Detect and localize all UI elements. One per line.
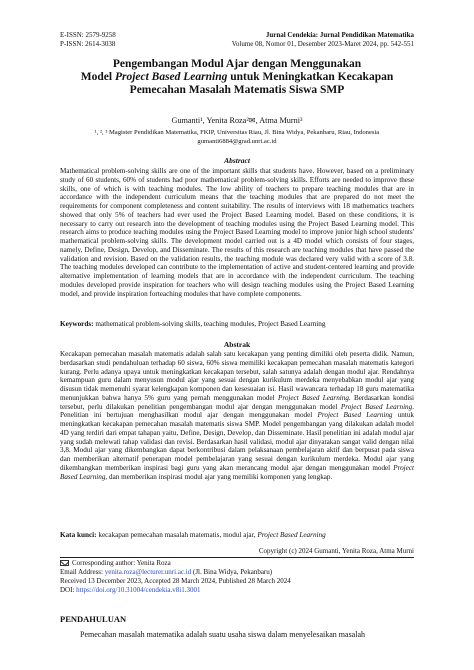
title-line-1: Pengembangan Modul Ajar dengan Menggunakan — [112, 58, 362, 70]
correspondence-block — [60, 559, 414, 595]
journal-volume: Volume 08, Nomor 01, Desember 2023-Maret 2024, pp. 542-551 — [231, 40, 414, 48]
intro-paragraph: Pemecahan masalah matematika adalah suatu usaha siswa dalam menyelesaikan masalah — [80, 630, 365, 639]
journal-block — [232, 31, 414, 49]
affiliation-email: gumanti6884@grad.unri.ac.id — [197, 137, 277, 145]
affiliation: ¹, ², ³ Magister Pendidikan Matematika, FKIP, Universitas Riau, Jl. Bina Widya, Pekanbaru, Riau, Indonesia — [94, 129, 380, 136]
kata-kunci-label: Kata kunci: — [60, 531, 97, 539]
abstract-heading: Abstract — [224, 156, 250, 165]
copyright-line: Copyright (c) 2024 Gumanti, Yenita Roza, Atma Murni — [258, 547, 414, 555]
kata-kunci — [60, 531, 414, 540]
correspondence-email: Email Address: yenita.roza@lecturer.unri.ac.id (Jl. Bina Widya, Pekanbaru) — [60, 568, 273, 576]
correspondence-author: Corresponding author: Yenita Roza — [60, 559, 414, 568]
doi-line: DOI: https://doi.org/10.31004/cendekia.v8i1.3001 — [60, 586, 201, 594]
email-link[interactable]: yenita.roza@lecturer.unri.ac.id — [104, 568, 192, 576]
title-line-2: Model Project Based Learning untuk Meningkatkan Kecakapan — [80, 71, 394, 83]
kata-kunci-value: kecakapan pemecahan masalah matematis, modul ajar, Project Based Learning — [96, 531, 326, 539]
issn-block — [60, 31, 116, 49]
paper-title — [60, 58, 414, 97]
eissn: E-ISSN: 2579-9258 — [60, 31, 116, 39]
section-heading: PENDAHULUAN — [60, 614, 127, 624]
title-line-3: Pemecahan Masalah Matematis Siswa SMP — [129, 84, 345, 96]
article-dates: Received 13 December 2023, Accepted 28 March 2024, Published 28 March 2024 — [60, 577, 291, 585]
abstrak-heading: Abstrak — [223, 340, 251, 349]
affiliation-block — [60, 129, 414, 146]
abstrak-text: Kecakapan pemecahan masalah matematis adalah salah satu kecakapan yang penting dimiliki oleh peserta didik. Namun, berdasarkan studi pendahuluan terhadap 60 siswa, 60% siswa memiliki kecakapan pemecahan masalah matematis kategori kurang. Perlu adanya upaya untuk meningkatkan kecakapan tersebut, salah satunya adalah dengan modul ajar. Rendahnya kemampuan guru dalam menyusun modul ajar yang sesuai dengan kurikulum merdeka menyebabkan modul ajar yang disusun tidak memenuhi syarat kelengkapan komponen dan kesesuaian isi. Hasil wawancara terhadap 18 guru matematika menunjukkan bahwa hanya 5% guru yang pernah menggunakan model Project Based Learning. Berdasarkan kondisi tersebut, perlu dilakukan penelitian pengembangan modul ajar dengan menggunakan model Project Based Learning. Penelitian ini bertujuan menghasilkan modul ajar dengan menggunakan model Project Based Learning untuk meningkatkan kecakapan pemecahan masalah matematis siswa SMP. Model pengembangan yang dilakukan adalah model 4D yang terdiri dari empat tahapan yaitu, Define, Design, Develop, dan Disseminate. Hasil penelitian ini adalah modul ajar yang sudah melewati tahap validasi dan revisi. Berdasarkan hasil validasi, modul ajar dinyatakan sangat valid dengan nilai 3,8. Modul ajar yang dikembangkan dapat berkontribusi dalam pelaksanaan pembelajaran aktif dan berpusat pada siswa dan memberikan alternatif penerapan model pembelajaran yang sesuai dengan kurikulum merdeka. Modul ajar yang dikembangkan memberikan inspirasi bagi guru yang akan merancang modul ajar dengan menggunakan model Project Based Learning, dan memberikan inspirasi modul ajar yang memiliki komponen yang lengkap. — [60, 350, 414, 481]
keywords — [60, 320, 414, 329]
envelope-icon — [60, 560, 69, 566]
doi-link[interactable]: https://doi.org/10.31004/cendekia.v8i1.3001 — [76, 586, 201, 594]
journal-name: Jurnal Cendekia: Jurnal Pendidikan Matematika — [265, 31, 414, 39]
pissn: P-ISSN: 2614-3038 — [60, 40, 116, 48]
keywords-label: Keywords: — [60, 320, 94, 328]
author-list: Gumanti¹, Yenita Roza²✉, Atma Murni³ — [171, 116, 303, 125]
divider — [60, 557, 414, 558]
keywords-value: mathematical problem-solving skills, teaching modules, Project Based Learning — [93, 320, 326, 328]
abstract-text: Mathematical problem-solving skills are one of the important skills that students have. However, based on a preliminary study of 60 students, 60% of students had poor mathematical problem-solving skills. Efforts are needed to improve these skills, one of which is with teaching modules. The low ability of teachers to prepare teaching modules that are in accordance with the independent curriculum means that the teaching modules that are prepared do not meet the requirements for component completeness and content suitability. The results of interviews with 18 mathematics teachers showed that only 5% of teachers had ever used the Project Based Learning model. Based on these conditions, it is necessary to carry out research into the development of teaching modules using the Project Based Learning model. This research aims to produce teaching modules using the Project Based Learning model to improve junior high school students' mathematical problem-solving skills. The development model carried out is a 4D model which consists of four stages, namely, Define, Design, Develop, and Disseminate. The results of this research are teaching modules that have passed the validation and revision. Based on the validation results, the teaching module was declared very valid with a score of 3.8. The teaching modules developed can contribute to the implementation of active and student-centered learning and provide alternative implementation of learning models that are in accordance with the independent curriculum. The teaching modules developed provide inspiration for teachers who will design teaching modules using the Project Based Learning model, and provide inspiration forteaching modules that have complete components. — [60, 167, 414, 298]
